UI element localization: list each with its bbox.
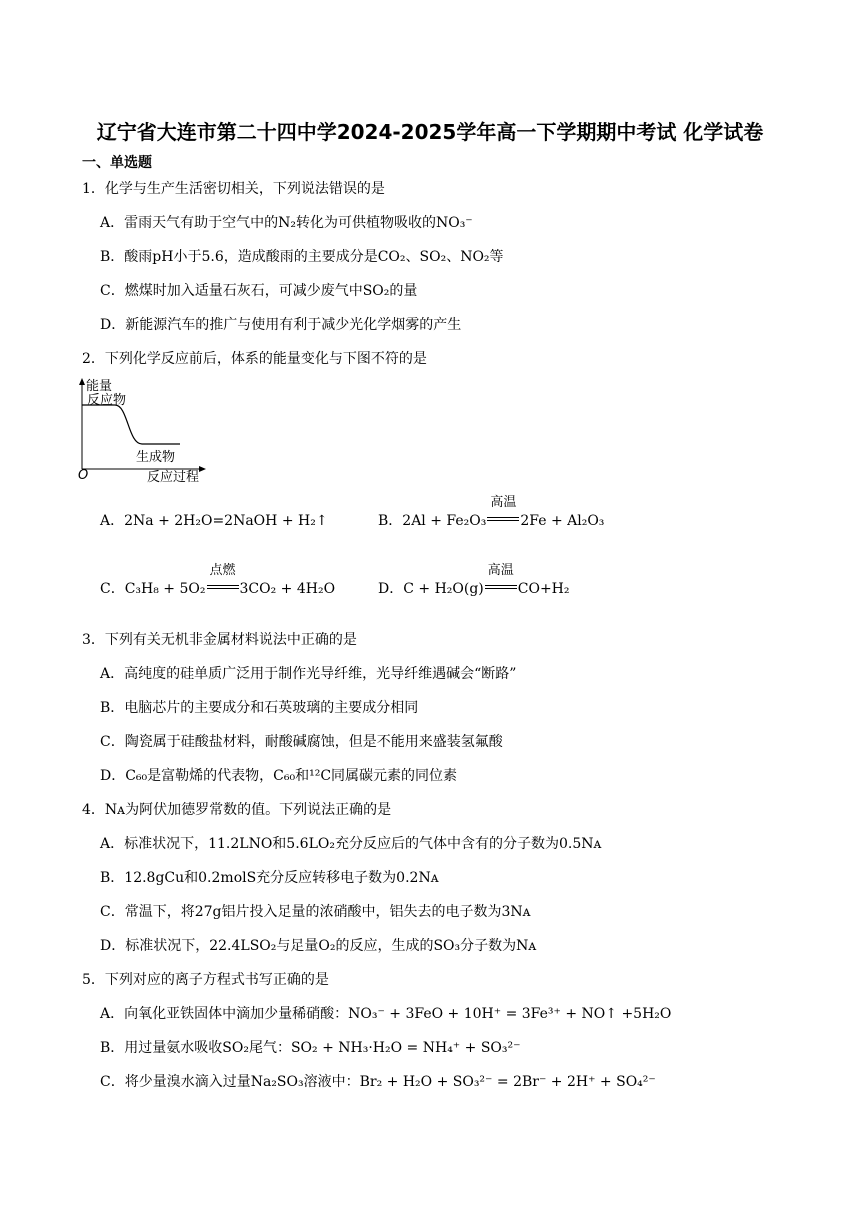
question-3-stem: 3．下列有关无机非金属材料说法中正确的是 bbox=[82, 632, 357, 648]
option-d-products: CO+H₂ bbox=[517, 581, 570, 597]
equals-sign bbox=[207, 585, 239, 589]
question-4-option-b: B．12.8gCu和0.2molS充分反应转移电子数为0.2Nᴀ bbox=[100, 870, 439, 886]
question-1-stem: 1．化学与生产生活密切相关，下列说法错误的是 bbox=[82, 181, 385, 197]
section-heading: 一、单选题 bbox=[82, 155, 152, 171]
question-3-option-c: C．陶瓷属于硅酸盐材料，耐酸碱腐蚀，但是不能用来盛装氢氟酸 bbox=[100, 734, 503, 750]
question-5-option-b: B．用过量氨水吸收SO₂尾气：SO₂ + NH₃·H₂O = NH₄⁺ + SO₃²⁻ bbox=[100, 1040, 521, 1056]
question-1-option-b: B．酸雨pH小于5.6，造成酸雨的主要成分是CO₂、SO₂、NO₂等 bbox=[100, 249, 504, 265]
condition-high-temp bbox=[485, 563, 517, 598]
process-axis-arrow bbox=[199, 466, 206, 472]
question-3-option-b: B．电脑芯片的主要成分和石英玻璃的主要成分相同 bbox=[100, 700, 419, 716]
question-1-option-d: D．新能源汽车的推广与使用有利于减少光化学烟雾的产生 bbox=[100, 317, 462, 333]
reactant-label: 反应物 bbox=[87, 393, 127, 408]
question-4-option-c: C．常温下，将27g铝片投入足量的浓硝酸中，铝失去的电子数为3Nᴀ bbox=[100, 904, 531, 920]
question-4-option-d: D．标准状况下，22.4LSO₂与足量O₂的反应，生成的SO₃分子数为Nᴀ bbox=[100, 938, 537, 954]
question-3-option-d: D．C₆₀是富勒烯的代表物，C₆₀和¹²C同属碳元素的同位素 bbox=[100, 768, 458, 784]
question-2-option-b bbox=[378, 495, 605, 530]
energy-axis-arrow bbox=[79, 378, 85, 385]
product-label: 生成物 bbox=[136, 450, 176, 465]
energy-axis-label: 能量 bbox=[86, 379, 113, 394]
question-5-stem: 5．下列对应的离子方程式书写正确的是 bbox=[82, 972, 329, 988]
question-4-stem: 4．Nᴀ为阿伏加德罗常数的值。下列说法正确的是 bbox=[82, 802, 392, 818]
page-title: 辽宁省大连市第二十四中学2024-2025学年高一下学期期中考试 化学试卷 bbox=[96, 120, 764, 144]
question-2-option-d bbox=[378, 563, 570, 598]
question-2-option-a: A．2Na + 2H₂O=2NaOH + H₂↑ bbox=[100, 513, 328, 529]
origin-label: O bbox=[78, 468, 89, 483]
question-4-option-a: A．标准状况下，11.2LNO和5.6LO₂充分反应后的气体中含有的分子数为0.5Nᴀ bbox=[100, 836, 602, 852]
process-axis-label: 反应过程 bbox=[147, 470, 200, 485]
condition-label: 点燃 bbox=[209, 563, 236, 578]
option-b-reactants: B．2Al + Fe₂O₃ bbox=[378, 513, 487, 529]
option-d-reactants: D．C + H₂O(g) bbox=[378, 581, 484, 597]
question-2-option-c bbox=[100, 563, 336, 598]
question-1-option-a: A．雷雨天气有助于空气中的N₂转化为可供植物吸收的NO₃⁻ bbox=[100, 215, 473, 231]
question-5-option-a: A．向氧化亚铁固体中滴加少量稀硝酸：NO₃⁻ + 3FeO + 10H⁺ = 3Fe³⁺ + NO↑ +5H₂O bbox=[100, 1006, 672, 1022]
question-1-option-c: C．燃煤时加入适量石灰石，可减少废气中SO₂的量 bbox=[100, 283, 418, 299]
option-b-products: 2Fe + Al₂O₃ bbox=[520, 513, 605, 529]
condition-label: 高温 bbox=[487, 563, 514, 578]
equals-sign bbox=[485, 585, 517, 589]
energy-diagram bbox=[70, 372, 220, 487]
question-3-option-a: A．高纯度的硅单质广泛用于制作光导纤维，光导纤维遇碱会“断路” bbox=[100, 666, 517, 682]
question-5-option-c: C．将少量溴水滴入过量Na₂SO₃溶液中：Br₂ + H₂O + SO₃²⁻ = 2Br⁻ + 2H⁺ + SO₄²⁻ bbox=[100, 1074, 656, 1090]
energy-curve bbox=[82, 405, 180, 444]
equals-sign bbox=[487, 517, 519, 521]
condition-label: 高温 bbox=[490, 495, 517, 510]
question-2-stem: 2．下列化学反应前后，体系的能量变化与下图不符的是 bbox=[82, 351, 427, 367]
option-c-reactants: C．C₃H₈ + 5O₂ bbox=[100, 581, 206, 597]
condition-ignite bbox=[207, 563, 239, 598]
condition-high-temp bbox=[487, 495, 519, 530]
option-c-products: 3CO₂ + 4H₂O bbox=[239, 581, 336, 597]
